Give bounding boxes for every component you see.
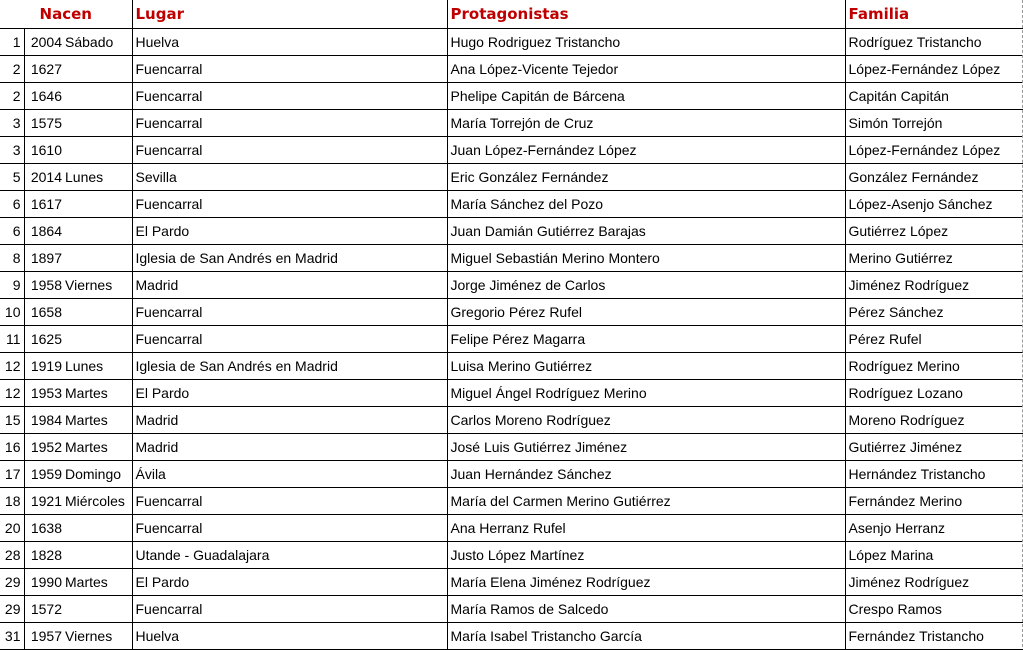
weekday-cell[interactable]	[64, 542, 132, 569]
year-cell[interactable]: 1958	[24, 272, 64, 299]
place-cell[interactable]: Sevilla	[132, 164, 447, 191]
family-cell[interactable]: Rodríguez Lozano	[845, 380, 1023, 407]
protagonist-cell[interactable]: José Luis Gutiérrez Jiménez	[447, 434, 845, 461]
place-cell[interactable]: Madrid	[132, 272, 447, 299]
weekday-cell[interactable]: Sábado	[64, 29, 132, 56]
day-cell[interactable]: 2	[0, 56, 24, 83]
family-cell[interactable]: López-Fernández López	[845, 56, 1023, 83]
family-cell[interactable]: Merino Gutiérrez	[845, 245, 1023, 272]
year-cell[interactable]: 1984	[24, 407, 64, 434]
weekday-cell[interactable]: Miércoles	[64, 488, 132, 515]
place-cell[interactable]: Fuencarral	[132, 137, 447, 164]
table-row	[0, 110, 1023, 137]
year-cell[interactable]: 1627	[24, 56, 64, 83]
day-cell[interactable]: 20	[0, 515, 24, 542]
place-cell[interactable]: El Pardo	[132, 380, 447, 407]
day-cell[interactable]: 5	[0, 164, 24, 191]
table-row	[0, 461, 1023, 488]
place-cell[interactable]: Madrid	[132, 434, 447, 461]
weekday-cell[interactable]	[64, 299, 132, 326]
day-cell[interactable]: 17	[0, 461, 24, 488]
protagonist-cell[interactable]: Miguel Sebastián Merino Montero	[447, 245, 845, 272]
weekday-cell[interactable]	[64, 83, 132, 110]
family-cell[interactable]: Crespo Ramos	[845, 596, 1023, 623]
weekday-cell[interactable]: Martes	[64, 380, 132, 407]
protagonist-cell[interactable]: Jorge Jiménez de Carlos	[447, 272, 845, 299]
table-row	[0, 380, 1023, 407]
day-cell[interactable]: 9	[0, 272, 24, 299]
place-cell[interactable]: Iglesia de San Andrés en Madrid	[132, 245, 447, 272]
table-row	[0, 596, 1023, 623]
protagonist-cell[interactable]: Luisa Merino Gutiérrez	[447, 353, 845, 380]
family-cell[interactable]: López Marina	[845, 542, 1023, 569]
weekday-cell[interactable]: Lunes	[64, 164, 132, 191]
weekday-cell[interactable]	[64, 137, 132, 164]
protagonist-cell[interactable]: Justo López Martínez	[447, 542, 845, 569]
table-row	[0, 245, 1023, 272]
protagonist-cell[interactable]: María Elena Jiménez Rodríguez	[447, 569, 845, 596]
family-cell[interactable]: Fernández Merino	[845, 488, 1023, 515]
day-cell[interactable]: 11	[0, 326, 24, 353]
place-cell[interactable]: Fuencarral	[132, 488, 447, 515]
protagonist-cell[interactable]: Carlos Moreno Rodríguez	[447, 407, 845, 434]
place-cell[interactable]: Madrid	[132, 407, 447, 434]
protagonist-cell[interactable]: Ana López-Vicente Tejedor	[447, 56, 845, 83]
day-cell[interactable]: 29	[0, 569, 24, 596]
day-cell[interactable]: 3	[0, 110, 24, 137]
table-row	[0, 542, 1023, 569]
day-cell[interactable]: 15	[0, 407, 24, 434]
place-cell[interactable]: El Pardo	[132, 569, 447, 596]
weekday-cell[interactable]: Lunes	[64, 353, 132, 380]
protagonist-cell[interactable]: Ana Herranz Rufel	[447, 515, 845, 542]
year-cell[interactable]: 1953	[24, 380, 64, 407]
day-cell[interactable]: 8	[0, 245, 24, 272]
weekday-cell[interactable]: Viernes	[64, 623, 132, 650]
place-cell[interactable]: Utande - Guadalajara	[132, 542, 447, 569]
table-row	[0, 272, 1023, 299]
weekday-cell[interactable]	[64, 515, 132, 542]
place-cell[interactable]: Fuencarral	[132, 596, 447, 623]
weekday-cell[interactable]: Martes	[64, 434, 132, 461]
year-cell[interactable]: 1572	[24, 596, 64, 623]
table-row	[0, 488, 1023, 515]
day-cell[interactable]: 1	[0, 29, 24, 56]
weekday-cell[interactable]: Viernes	[64, 272, 132, 299]
header-row	[0, 0, 1023, 29]
family-cell[interactable]: Rodríguez Tristancho	[845, 29, 1023, 56]
year-cell[interactable]: 1646	[24, 83, 64, 110]
place-cell[interactable]: El Pardo	[132, 218, 447, 245]
year-cell[interactable]: 1828	[24, 542, 64, 569]
family-cell[interactable]: Rodríguez Merino	[845, 353, 1023, 380]
year-cell[interactable]: 1919	[24, 353, 64, 380]
table-row	[0, 326, 1023, 353]
year-cell[interactable]: 1864	[24, 218, 64, 245]
place-cell[interactable]: Fuencarral	[132, 299, 447, 326]
table-row	[0, 56, 1023, 83]
weekday-cell[interactable]	[64, 245, 132, 272]
family-cell[interactable]: Simón Torrejón	[845, 110, 1023, 137]
place-cell[interactable]: Fuencarral	[132, 326, 447, 353]
weekday-cell[interactable]: Martes	[64, 407, 132, 434]
place-cell[interactable]: Iglesia de San Andrés en Madrid	[132, 353, 447, 380]
family-cell[interactable]: Capitán Capitán	[845, 83, 1023, 110]
day-cell[interactable]: 3	[0, 137, 24, 164]
year-cell[interactable]: 1959	[24, 461, 64, 488]
table-row	[0, 623, 1023, 650]
day-cell[interactable]: 6	[0, 218, 24, 245]
family-cell[interactable]: González Fernández	[845, 164, 1023, 191]
day-cell[interactable]: 29	[0, 596, 24, 623]
year-cell[interactable]: 1990	[24, 569, 64, 596]
protagonist-cell[interactable]: Miguel Ángel Rodríguez Merino	[447, 380, 845, 407]
weekday-cell[interactable]: Domingo	[64, 461, 132, 488]
table-row	[0, 164, 1023, 191]
table-row	[0, 191, 1023, 218]
protagonist-cell[interactable]: María Isabel Tristancho García	[447, 623, 845, 650]
day-cell[interactable]: 16	[0, 434, 24, 461]
table-body	[0, 29, 1023, 650]
family-cell[interactable]: Pérez Rufel	[845, 326, 1023, 353]
header-familia: Familia	[845, 0, 1023, 29]
place-cell[interactable]: Fuencarral	[132, 56, 447, 83]
protagonist-cell[interactable]: Juan Hernández Sánchez	[447, 461, 845, 488]
protagonist-cell[interactable]: Phelipe Capitán de Bárcena	[447, 83, 845, 110]
weekday-cell[interactable]	[64, 110, 132, 137]
table-row	[0, 83, 1023, 110]
year-cell[interactable]: 1952	[24, 434, 64, 461]
year-cell[interactable]: 1921	[24, 488, 64, 515]
protagonist-cell[interactable]: Juan Damián Gutiérrez Barajas	[447, 218, 845, 245]
protagonist-cell[interactable]: María del Carmen Merino Gutiérrez	[447, 488, 845, 515]
weekday-cell[interactable]	[64, 218, 132, 245]
day-cell[interactable]: 10	[0, 299, 24, 326]
weekday-cell[interactable]	[64, 596, 132, 623]
family-cell[interactable]: Gutiérrez Jiménez	[845, 434, 1023, 461]
family-cell[interactable]: López-Fernández López	[845, 137, 1023, 164]
table-row	[0, 29, 1023, 56]
year-cell[interactable]: 1658	[24, 299, 64, 326]
day-cell[interactable]: 12	[0, 380, 24, 407]
day-cell[interactable]: 28	[0, 542, 24, 569]
header-protagonistas: Protagonistas	[447, 0, 845, 29]
place-cell[interactable]: Fuencarral	[132, 83, 447, 110]
protagonist-cell[interactable]: Hugo Rodriguez Tristancho	[447, 29, 845, 56]
family-cell[interactable]: Jiménez Rodríguez	[845, 272, 1023, 299]
year-cell[interactable]: 2004	[24, 29, 64, 56]
table-row	[0, 137, 1023, 164]
family-cell[interactable]: Gutiérrez López	[845, 218, 1023, 245]
table-row	[0, 407, 1023, 434]
day-cell[interactable]: 6	[0, 191, 24, 218]
year-cell[interactable]: 1897	[24, 245, 64, 272]
table-row	[0, 299, 1023, 326]
protagonist-cell[interactable]: Juan López-Fernández López	[447, 137, 845, 164]
protagonist-cell[interactable]: Felipe Pérez Magarra	[447, 326, 845, 353]
place-cell[interactable]: Huelva	[132, 29, 447, 56]
protagonist-cell[interactable]: Gregorio Pérez Rufel	[447, 299, 845, 326]
weekday-cell[interactable]	[64, 326, 132, 353]
table-row	[0, 353, 1023, 380]
year-cell[interactable]: 1575	[24, 110, 64, 137]
place-cell[interactable]: Fuencarral	[132, 515, 447, 542]
year-cell[interactable]: 1610	[24, 137, 64, 164]
year-cell[interactable]: 1617	[24, 191, 64, 218]
day-cell[interactable]: 2	[0, 83, 24, 110]
family-cell[interactable]: Fernández Tristancho	[845, 623, 1023, 650]
year-cell[interactable]: 2014	[24, 164, 64, 191]
table-row	[0, 515, 1023, 542]
protagonist-cell[interactable]: María Ramos de Salcedo	[447, 596, 845, 623]
year-cell[interactable]: 1625	[24, 326, 64, 353]
header-lugar: Lugar	[132, 0, 447, 29]
place-cell[interactable]: Ávila	[132, 461, 447, 488]
day-cell[interactable]: 12	[0, 353, 24, 380]
year-cell[interactable]: 1957	[24, 623, 64, 650]
place-cell[interactable]: Fuencarral	[132, 191, 447, 218]
table-row	[0, 218, 1023, 245]
family-cell[interactable]: Hernández Tristancho	[845, 461, 1023, 488]
family-cell[interactable]: López-Asenjo Sánchez	[845, 191, 1023, 218]
place-cell[interactable]: Fuencarral	[132, 110, 447, 137]
family-cell[interactable]: Jiménez Rodríguez	[845, 569, 1023, 596]
family-cell[interactable]: Pérez Sánchez	[845, 299, 1023, 326]
weekday-cell[interactable]	[64, 56, 132, 83]
day-cell[interactable]: 18	[0, 488, 24, 515]
day-cell[interactable]: 31	[0, 623, 24, 650]
year-cell[interactable]: 1638	[24, 515, 64, 542]
family-cell[interactable]: Asenjo Herranz	[845, 515, 1023, 542]
family-cell[interactable]: Moreno Rodríguez	[845, 407, 1023, 434]
header-nacen: Nacen	[0, 0, 132, 29]
protagonist-cell[interactable]: María Torrejón de Cruz	[447, 110, 845, 137]
weekday-cell[interactable]	[64, 191, 132, 218]
weekday-cell[interactable]: Martes	[64, 569, 132, 596]
table-row	[0, 569, 1023, 596]
table-row	[0, 434, 1023, 461]
place-cell[interactable]: Huelva	[132, 623, 447, 650]
protagonist-cell[interactable]: María Sánchez del Pozo	[447, 191, 845, 218]
protagonist-cell[interactable]: Eric González Fernández	[447, 164, 845, 191]
